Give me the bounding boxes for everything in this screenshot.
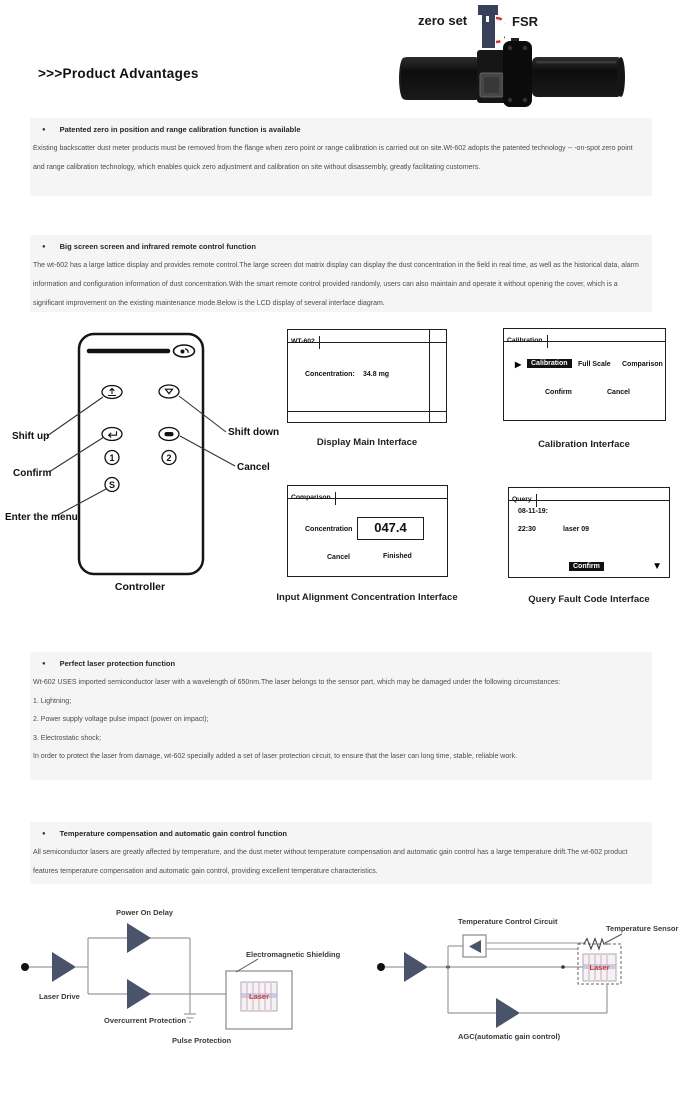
laser-module <box>583 954 616 981</box>
bullet-icon: ● <box>42 831 46 837</box>
label-overcurrent: Overcurrent Protection <box>104 1016 187 1025</box>
button-2-label: 2 <box>166 452 172 463</box>
section-heading <box>33 657 644 672</box>
scroll-down-icon: ▼ <box>652 561 662 572</box>
button-1-label: 1 <box>109 452 115 463</box>
page-title: >>>Product Advantages <box>38 66 199 81</box>
label-confirm: Confirm <box>13 468 52 479</box>
fault-date: 08-11-19: <box>518 508 548 515</box>
input-alignment-screen <box>287 485 448 577</box>
screen-divider <box>429 330 430 422</box>
cursor-play-icon: ▶ <box>515 360 522 369</box>
tcc-amplifier <box>469 940 481 953</box>
bullet-icon: ● <box>42 244 46 250</box>
section-heading-text: Big screen screen and infrared remote control function <box>59 242 256 251</box>
overcurrent-amplifier <box>127 979 151 1009</box>
label-enter-menu: Enter the menu <box>5 512 78 523</box>
screen-bottom-strip <box>288 411 446 412</box>
section-line: 3. Electrostatic shock; <box>33 734 102 742</box>
section-line: 2. Power supply voltage pulse impact (power on impact); <box>33 716 209 723</box>
power-icon <box>181 350 185 354</box>
input-alignment-caption: Input Alignment Concentration Interface <box>276 592 458 603</box>
product-photo <box>398 38 630 110</box>
label-laser-drive: Laser Drive <box>39 992 80 1001</box>
laser-protection-circuit <box>21 908 341 1045</box>
controller-caption: Controller <box>114 581 166 593</box>
concentration-value: 34.8 mg <box>363 371 390 378</box>
bullet-icon: ● <box>42 127 46 133</box>
display-main-screen <box>287 329 447 423</box>
laser-drive-amplifier <box>52 952 76 982</box>
section-patented-calibration <box>30 118 652 196</box>
comparison-option: Comparison <box>622 361 663 368</box>
screen-tab: Comparison <box>288 492 336 505</box>
label-pulse-protection: Pulse Protection <box>172 1036 232 1045</box>
section-big-screen <box>30 235 652 312</box>
label-shift-up: Shift up <box>12 431 50 442</box>
concentration-label: Concentration <box>305 526 353 533</box>
calibration-caption: Calibration Interface <box>538 439 630 450</box>
laser-label: Laser <box>248 992 270 1001</box>
label-shielding: Electromagnetic Shielding <box>246 950 341 959</box>
label-temperature-sensor: Temperature Sensor <box>606 924 679 933</box>
circuit-diagrams <box>0 895 680 1065</box>
button-s-label: S <box>108 479 116 490</box>
section-heading <box>33 240 644 255</box>
calibration-option-selected: Calibration <box>527 359 572 368</box>
screen-header <box>288 486 447 499</box>
zero-set-label: zero set <box>418 13 468 28</box>
section-heading-text: Perfect laser protection function <box>59 659 176 668</box>
section-heading <box>33 123 644 138</box>
confirm-option: Confirm <box>545 389 572 396</box>
power-on-delay-amplifier <box>127 923 151 953</box>
screen-header <box>504 329 665 342</box>
section-body: Existing backscatter dust meter products must be removed from the flange when zero point or range calibration is carried out on site.Wt-602 adopts the patented technology -- -on-spot zero point and range calibration technology, which enables quick zero adjustment and calibration on site without disassembly, greatly facilitating customers. <box>33 145 633 171</box>
screen-tab: Calibration <box>504 335 548 348</box>
screen-tab: Query <box>509 494 537 507</box>
query-screen <box>508 487 670 578</box>
remote-body <box>79 334 203 574</box>
cancel-icon <box>165 432 174 436</box>
confirm-option: Confirm <box>569 562 604 571</box>
label-shift-down: Shift down <box>228 427 280 438</box>
section-line: 1. Lightning; <box>33 697 72 705</box>
screen-tab: WT-602 <box>288 336 320 349</box>
cancel-option: Cancel <box>607 389 630 396</box>
section-body: All semiconductor lasers are greatly affected by temperature, and the dust meter without temperature compensation and automatic gain control has a large temperature drift.The wt-602 product features temperature compensation and automatic gain control, providing excellent temperature characteristics. <box>33 849 628 875</box>
fsr-label: FSR <box>512 14 538 29</box>
section-temperature-compensation <box>30 822 652 884</box>
screen-header <box>509 488 669 501</box>
section-laser-protection <box>30 652 652 780</box>
leader-sensor <box>605 934 622 943</box>
laser-label: Laser <box>589 963 610 972</box>
leader-shielding <box>236 959 258 972</box>
label-cancel: Cancel <box>237 462 270 473</box>
concentration-label: Concentration: <box>305 371 355 378</box>
label-power-on-delay: Power On Delay <box>116 908 174 917</box>
label-agc: AGC(automatic gain control) <box>458 1032 561 1041</box>
agc-amplifier <box>496 998 520 1028</box>
drive-amplifier <box>404 952 428 982</box>
query-caption: Query Fault Code Interface <box>528 594 650 605</box>
laser-module <box>241 982 277 1011</box>
display-main-caption: Display Main Interface <box>316 437 418 448</box>
temperature-agc-circuit <box>377 917 678 1041</box>
section-line: Wt-602 USES imported semiconductor laser with a wavelength of 650nm.The laser belongs to the sensor part, which may be damaged under the following circumstances: <box>33 679 561 686</box>
controller-diagram <box>0 320 300 610</box>
fault-code: laser 09 <box>563 526 590 533</box>
finished-option: Finished <box>383 553 412 560</box>
section-heading-text: Temperature compensation and automatic gain control function <box>59 829 288 838</box>
section-heading-text: Patented zero in position and range calibration function is available <box>59 125 301 134</box>
input-node <box>377 963 385 971</box>
section-heading <box>33 827 644 842</box>
cancel-option: Cancel <box>327 554 350 561</box>
bullet-icon: ● <box>42 661 46 667</box>
section-body: The wt-602 has a large lattice display and provides remote control.The large screen dot matrix display can display the dust concentration in the field in real time, as well as the historical data, alarm information and configuration information of dust concentration.With the smart remote control provided randomly, users can also maintain and operate it without opening the cover, which is a significant improvement on the existing maintenance mode.Below is the LCD display of several interface diagram. <box>33 262 639 307</box>
input-node <box>21 963 29 971</box>
concentration-value-box: 047.4 <box>357 517 424 540</box>
label-tcc: Temperature Control Circuit <box>458 917 558 926</box>
fault-time: 22:30 <box>518 526 536 533</box>
calibration-screen <box>503 328 666 421</box>
full-scale-option: Full Scale <box>578 361 611 368</box>
section-line: In order to protect the laser from damage, wt-602 specially added a set of laser protection circuit, to ensure that the laser can long time, stable, reliable work. <box>33 753 518 760</box>
screen-header <box>288 330 446 343</box>
